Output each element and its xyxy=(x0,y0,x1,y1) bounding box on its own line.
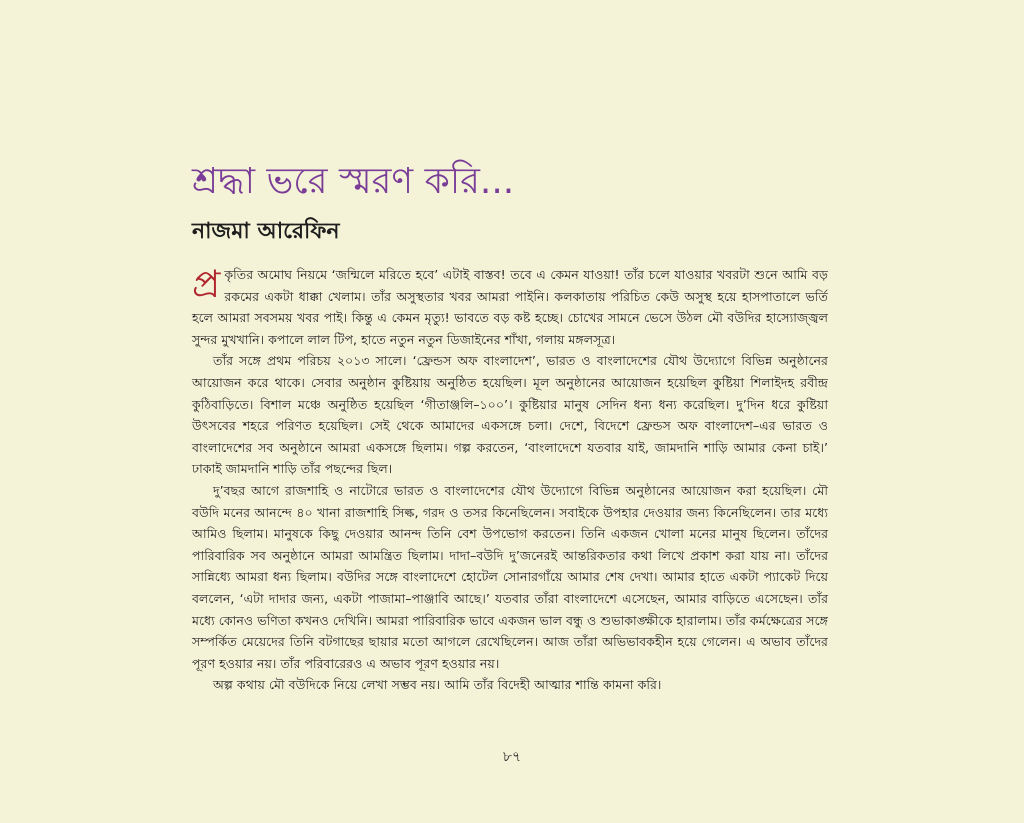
article-title: শ্রদ্ধা ভরে স্মরণ করি... xyxy=(192,161,515,202)
page-number: ৮৭ xyxy=(502,749,522,765)
paragraph-1-text: কৃতির অমোঘ নিয়মে ‘জন্মিলে মরিতে হবে’ এটাই বাস্তব! তবে এ কেমন যাওয়া! তাঁর চলে যাওয়ার খবরটা শুনে আমি বড় রকমের একটা ধাক্কা খেলাম। তাঁর অসুস্থতার খবর আমরা পাইনি। কলকাতায় পরিচিত কেউ অসুস্থ হয়ে হাসপাতালে ভর্তি হলে আমরা সবসময় খবর পাই। কিন্তু এ কেমন মৃত্যু! ভাবতে বড় কষ্ট হচ্ছে। চোখের সামনে ভেসে উঠল মৌ বউদির হাস্যোজ্জ্বল সুন্দর মুখখানি। কপালে লাল টিপ, হাতে নতুন নতুন ডিজাইনের শাঁখা, গলায় মঙ্গলসূত্র। xyxy=(192,267,828,347)
drop-cap: প্র xyxy=(192,262,221,306)
author-name: নাজমা আরেফিন xyxy=(192,219,340,244)
paragraph-4: অল্প কথায় মৌ বউদিকে নিয়ে লেখা সম্ভব নয়। আমি তাঁর বিদেহী আত্মার শান্তি কামনা করি। xyxy=(213,677,662,693)
paragraph-3: দু’বছর আগে রাজশাহি ও নাটোরে ভারত ও বাংলাদেশের যৌথ উদ্যোগে বিভিন্ন অনুষ্ঠানের আয়োজন করা হয়েছিল। মৌ বউদি মনের আনন্দে ৪০ খানা রাজশাহি সিল্ক, গরদ ও তসর কিনেছিলেন। সবাইকে উপহার দেওয়ার জন্য কিনেছিলেন। তার মধ্যে আমিও ছিলাম। মানুষকে কিছু দেওয়ার আনন্দ তিনি বেশ উপভোগ করতেন। তিনি একজন খোলা মনের মানুষ ছিলেন। তাঁদের পারিবারিক সব অনুষ্ঠানে আমরা আমন্ত্রিত ছিলাম। দাদা–বউদি দু’জনেরই আন্তরিকতার কথা লিখে প্রকাশ করা যায় না। তাঁদের সান্নিধ্যে আমরা ধন্য ছিলাম। বউদির সঙ্গে বাংলাদেশে হোটেল সোনারগাঁয়ে আমার শেষ দেখা। আমার হাতে একটা প্যাকেট দিয়ে বললেন, ‘এটা দাদার জন্য, একটা পাজামা–পাঞ্জাবি আছে।’ যতবার তাঁরা বাংলাদেশে এসেছেন, আমার বাড়িতে এসেছেন। তাঁর মধ্যে কোনও ভণিতা কখনও দেখিনি। আমরা পারিবারিক ভাবে একজন ভাল বন্ধু ও শুভাকাঙ্ক্ষীকে হারালাম। তাঁর কর্মক্ষেত্রের সঙ্গে সম্পর্কিত মেয়েদের তিনি বটগাছের ছায়ার মতো আগলে রেখেছিলেন। আজ তাঁরা অভিভাবকহীন হয়ে গেলেন। এ অভাব তাঁদের পূরণ হওয়ার নয়। তাঁর পরিবারেরও এ অভাব পূরণ হওয়ার নয়। xyxy=(192,482,828,671)
paragraph-1 xyxy=(192,264,828,350)
article-body xyxy=(192,264,828,696)
paragraph-2: তাঁর সঙ্গে প্রথম পরিচয় ২০১৩ সালে। ‘ফ্রেন্ডস অফ বাংলাদেশ’, ভারত ও বাংলাদেশের যৌথ উদ্যোগে বিভিন্ন অনুষ্ঠানের আয়োজন করে থাকে। সেবার অনুষ্ঠান কুষ্টিয়ায় অনুষ্ঠিত হয়েছিল। মূল অনুষ্ঠানের আয়োজন হয়েছিল কুষ্টিয়া শিলাইদহ রবীন্দ্র কুঠিবাড়িতে। বিশাল মঞ্চে অনুষ্ঠিত হয়েছিল ‘গীতাঞ্জলি–১০০’। কুষ্টিয়ার মানুষ সেদিন ধন্য ধন্য করেছিল। দু’দিন ধরে কুষ্টিয়া উৎসবের শহরে পরিণত হয়েছিল। সেই থেকে আমাদের একসঙ্গে চলা। দেশে, বিদেশে ফ্রেন্ডস অফ বাংলাদেশ–এর ভারত ও বাংলাদেশের সব অনুষ্ঠানে আমরা একসঙ্গে ছিলাম। গল্প করতেন, ‘বাংলাদেশে যতবার যাই, জামদানি শাড়ি আমার কেনা চাই।’ ঢাকাই জামদানি শাড়ি তাঁর পছন্দের ছিল। xyxy=(192,353,828,477)
